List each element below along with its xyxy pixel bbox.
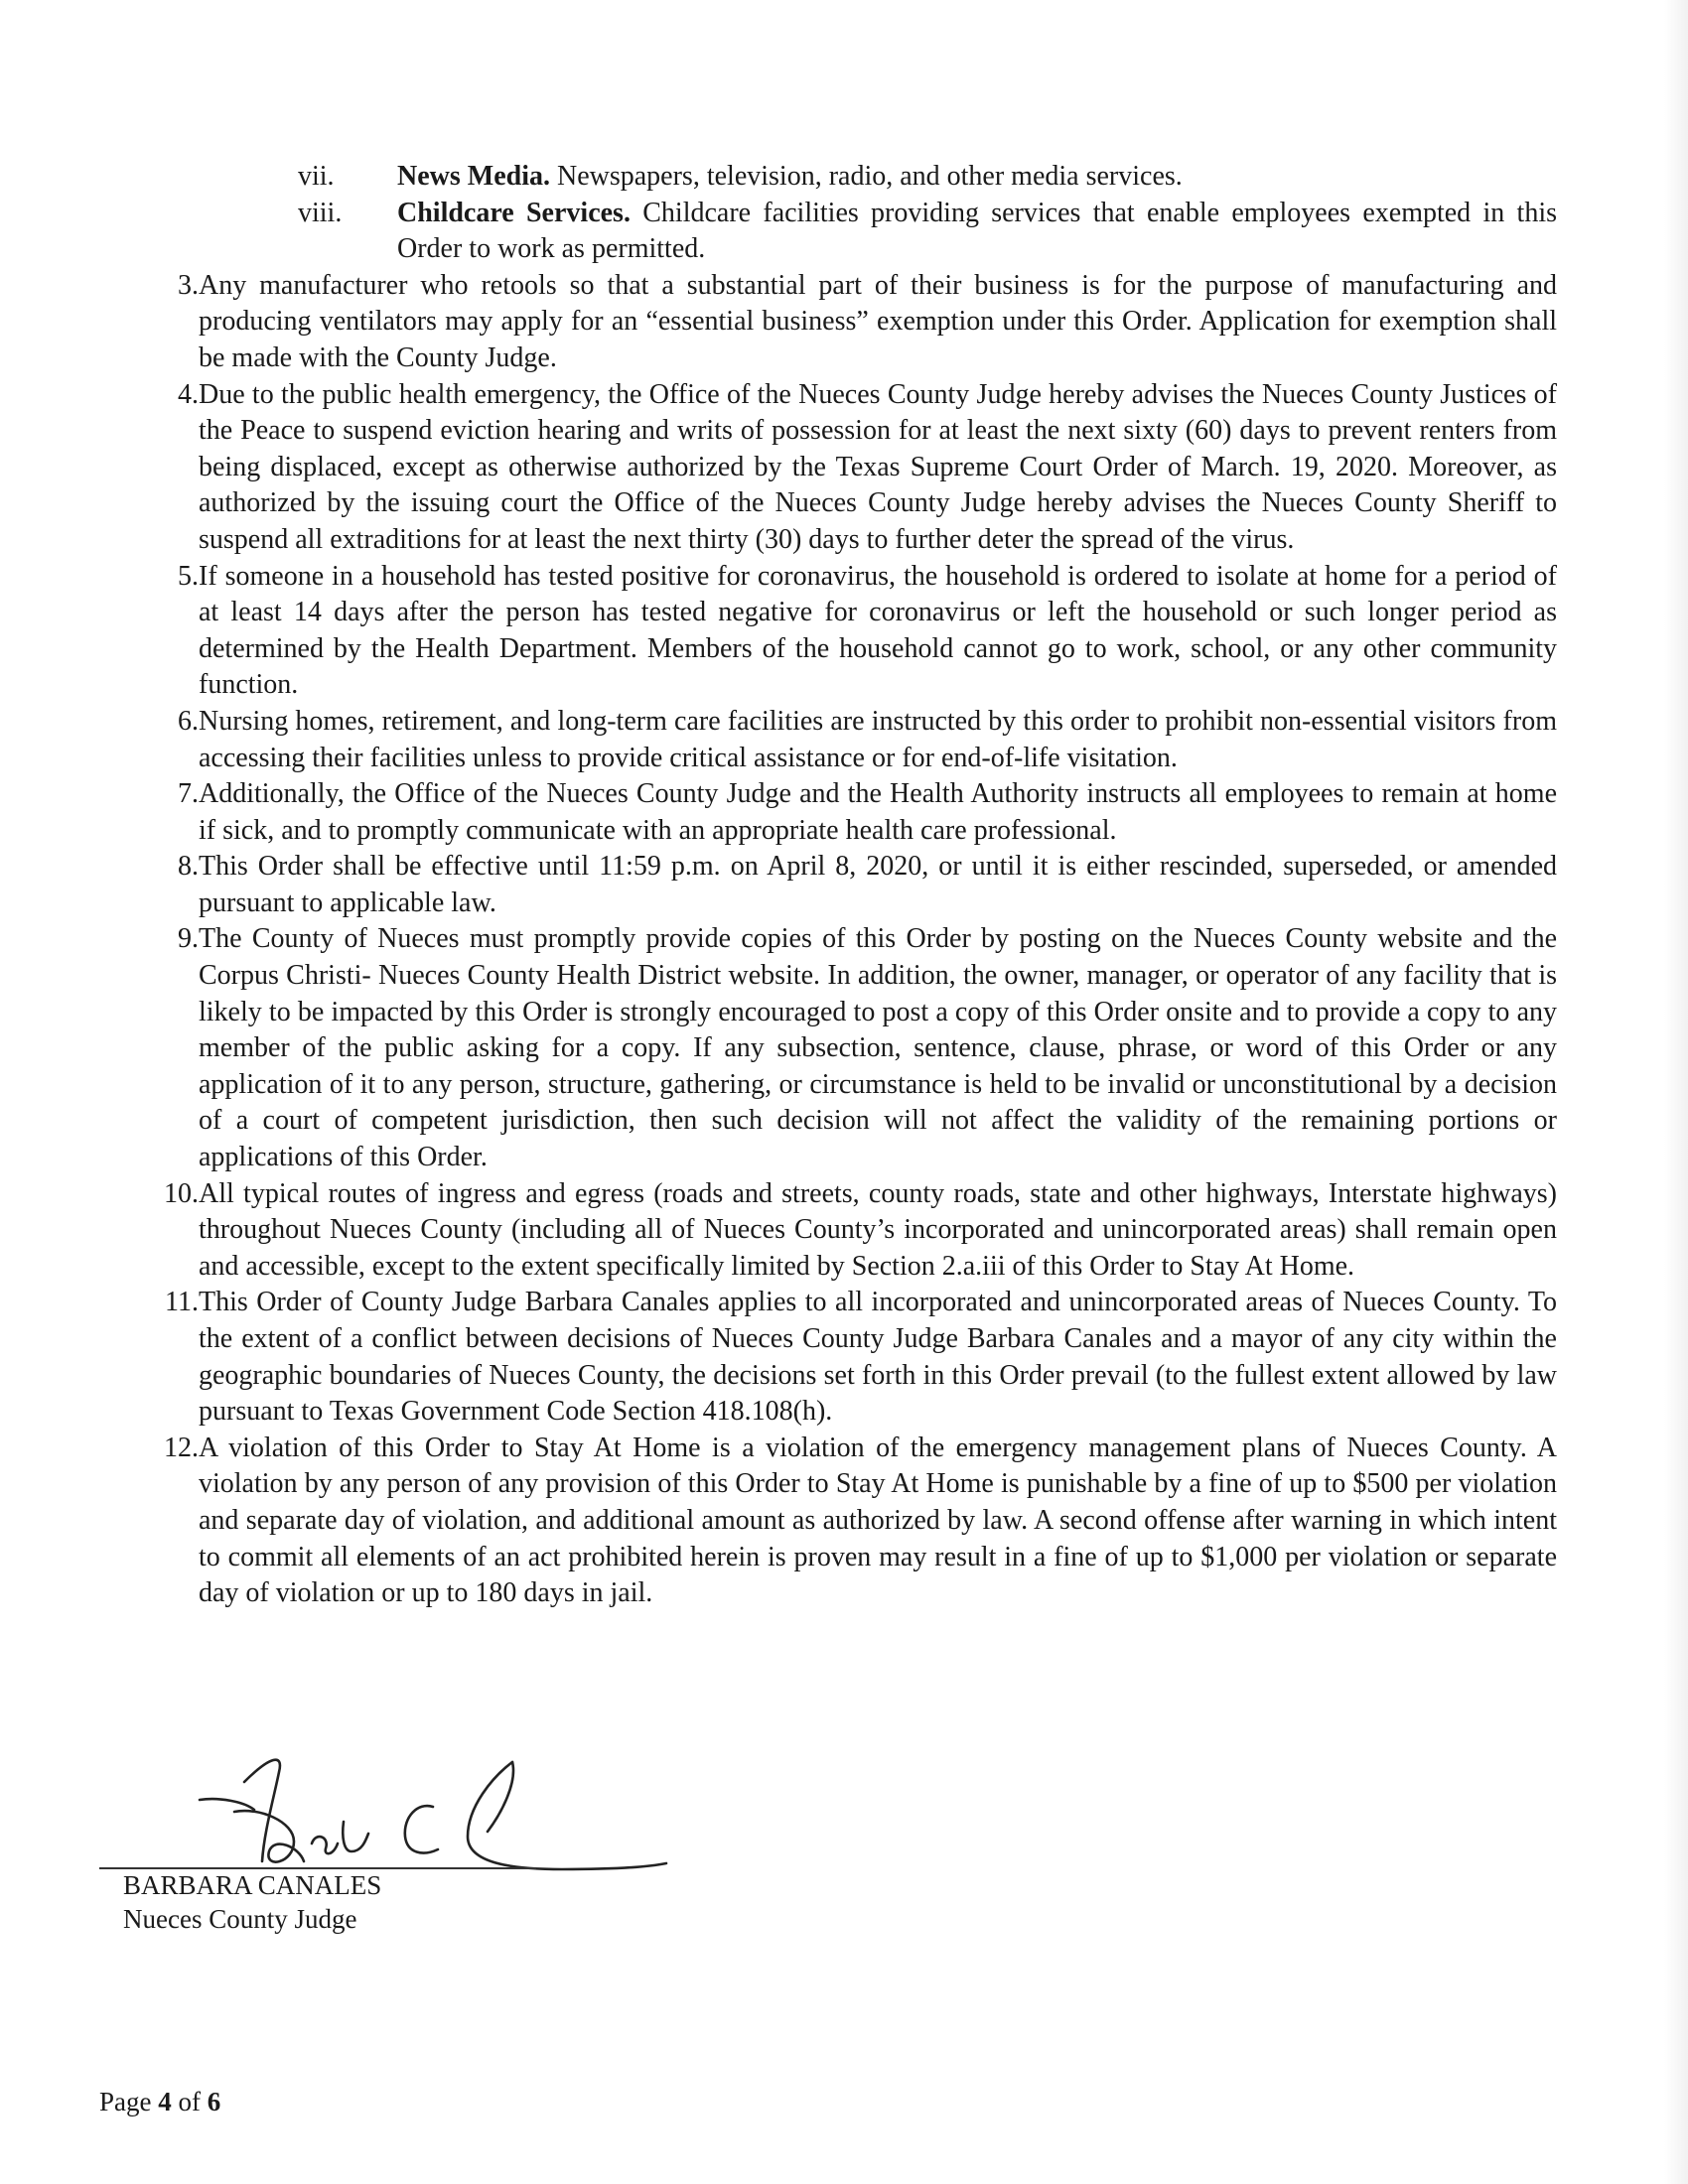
- item-text: [397, 159, 1557, 196]
- item-number: 12.: [164, 1432, 199, 1463]
- item-text: Nursing homes, retirement, and long-term care facilities are instructed by this order to prohibit non-essential visitors from accessing their facilities unless to provide critical assistance or for end-of-life visitation.: [199, 705, 1557, 773]
- item-text: [397, 196, 1557, 268]
- item-number: viii.: [298, 197, 343, 228]
- page-prefix: Page: [99, 2087, 159, 2116]
- list-item: [149, 921, 1557, 1175]
- item-text: All typical routes of ingress and egress (roads and streets, county roads, state and other highways, Interstate highways) throughout Nueces County (including all of Nueces County’s incorporated and unincorporated areas) shall remain open and accessible, except to the extent specifically limited by Section 2.a.iii of this Order to Stay At Home.: [199, 1177, 1557, 1282]
- item-number: vii.: [298, 161, 335, 192]
- item-number: 8.: [178, 851, 199, 883]
- list-item: [149, 268, 1557, 377]
- item-number: 3.: [178, 269, 199, 301]
- item-number: 5.: [178, 560, 199, 592]
- list-item: [149, 559, 1557, 704]
- item-number: 4.: [178, 378, 199, 410]
- item-text: If someone in a household has tested positive for coronavirus, the household is ordered to isolate at home for a period of at least 14 days after the person has tested negative for coronavirus or left the household or such longer period as determined by the Health Department. Members of the household cannot go to work, school, or any other community function.: [199, 560, 1557, 701]
- item-heading: Childcare Services.: [397, 197, 631, 228]
- item-body-text: Newspapers, television, radio, and other media services.: [549, 161, 1183, 192]
- list-item: [149, 159, 1557, 196]
- item-number: 6.: [178, 705, 199, 737]
- signer-title: Nueces County Judge: [123, 1904, 357, 1934]
- item-text: Additionally, the Office of the Nueces County Judge and the Health Authority instructs all employees to remain at home if sick, and to promptly communicate with an appropriate health care professional.: [199, 778, 1557, 846]
- item-text: The County of Nueces must promptly provide copies of this Order by posting on the Nueces County website and the Corpus Christi- Nueces County Health District website. In addition, the owner, manager, or operator of any facility that is likely to be impacted by this Order is strongly encouraged to post a copy of this Order onsite and to provide a copy to any member of the public asking for a copy. If any subsection, sentence, clause, phrase, or word of this Order or any application of it to any person, structure, gathering, or circumstance is held to be invalid or unconstitutional by a decision of a court of competent jurisdiction, then such decision will not affect the validity of the remaining portions or applications of this Order.: [199, 923, 1557, 1173]
- item-number: 10.: [164, 1177, 199, 1209]
- item-text: This Order of County Judge Barbara Canales applies to all incorporated and unincorporated areas of Nueces County. To the extent of a conflict between decisions of Nueces County Judge Barbara Canales and a mayor of any city within the geographic boundaries of Nueces County, the decisions set forth in this Order prevail (to the fullest extent allowed by law pursuant to Texas Government Code Section 418.108(h).: [199, 1287, 1557, 1428]
- item-number: 9.: [178, 923, 199, 955]
- item-heading: News Media.: [397, 161, 550, 192]
- item-number: 7.: [178, 778, 199, 810]
- page-mid: of: [171, 2087, 208, 2116]
- page-current: 4: [158, 2087, 172, 2116]
- list-item: [149, 1176, 1557, 1286]
- list-item: [149, 849, 1557, 921]
- item-text: This Order shall be effective until 11:59 p.m. on April 8, 2020, or until it is either rescinded, superseded, or amended pursuant to applicable law.: [199, 851, 1557, 918]
- signer-name: BARBARA CANALES: [123, 1870, 382, 1900]
- item-text: Due to the public health emergency, the Office of the Nueces County Judge hereby advises the Nueces County Justices of the Peace to suspend eviction hearing and writs of possession for at least the next sixty (60) days to prevent renters from being displaced, except as otherwise authorized by the Texas Supreme Court Order of March. 19, 2020. Moreover, as authorized by the issuing court the Office of the Nueces County Judge hereby advises the Nueces County Sheriff to suspend all extraditions for at least the next thirty (30) days to further deter the spread of the virus.: [199, 378, 1557, 555]
- list-item: [149, 776, 1557, 849]
- signature-block: [95, 1752, 810, 1941]
- list-item: [149, 196, 1557, 268]
- list-item: [149, 377, 1557, 559]
- page-total: 6: [207, 2087, 221, 2116]
- page-number: [99, 2085, 220, 2118]
- item-text: A violation of this Order to Stay At Home is a violation of the emergency management plans of Nueces County. A violation by any person of any provision of this Order to Stay At Home is punishable by a fine of up to $500 per violation and separate day of violation, and additional amount as authorized by law. A second offense after warning in which intent to commit all elements of an act prohibited herein is proven may result in a fine of up to $1,000 per violation or separate day of violation or up to 180 days in jail.: [199, 1432, 1557, 1609]
- item-number: 11.: [165, 1287, 199, 1318]
- order-body: [149, 159, 1557, 1612]
- item-body-text: Childcare facilities providing services that enable employees exempted in this Order to work as permitted.: [397, 197, 1557, 265]
- list-item: [149, 1285, 1557, 1430]
- list-item: [149, 704, 1557, 776]
- list-item: [149, 1431, 1557, 1612]
- scan-edge-shadow: [1664, 0, 1688, 2184]
- item-text: Any manufacturer who retools so that a substantial part of their business is for the purpose of manufacturing and producing ventilators may apply for an “essential business” exemption under this Order. Application for exemption shall be made with the County Judge.: [199, 269, 1557, 373]
